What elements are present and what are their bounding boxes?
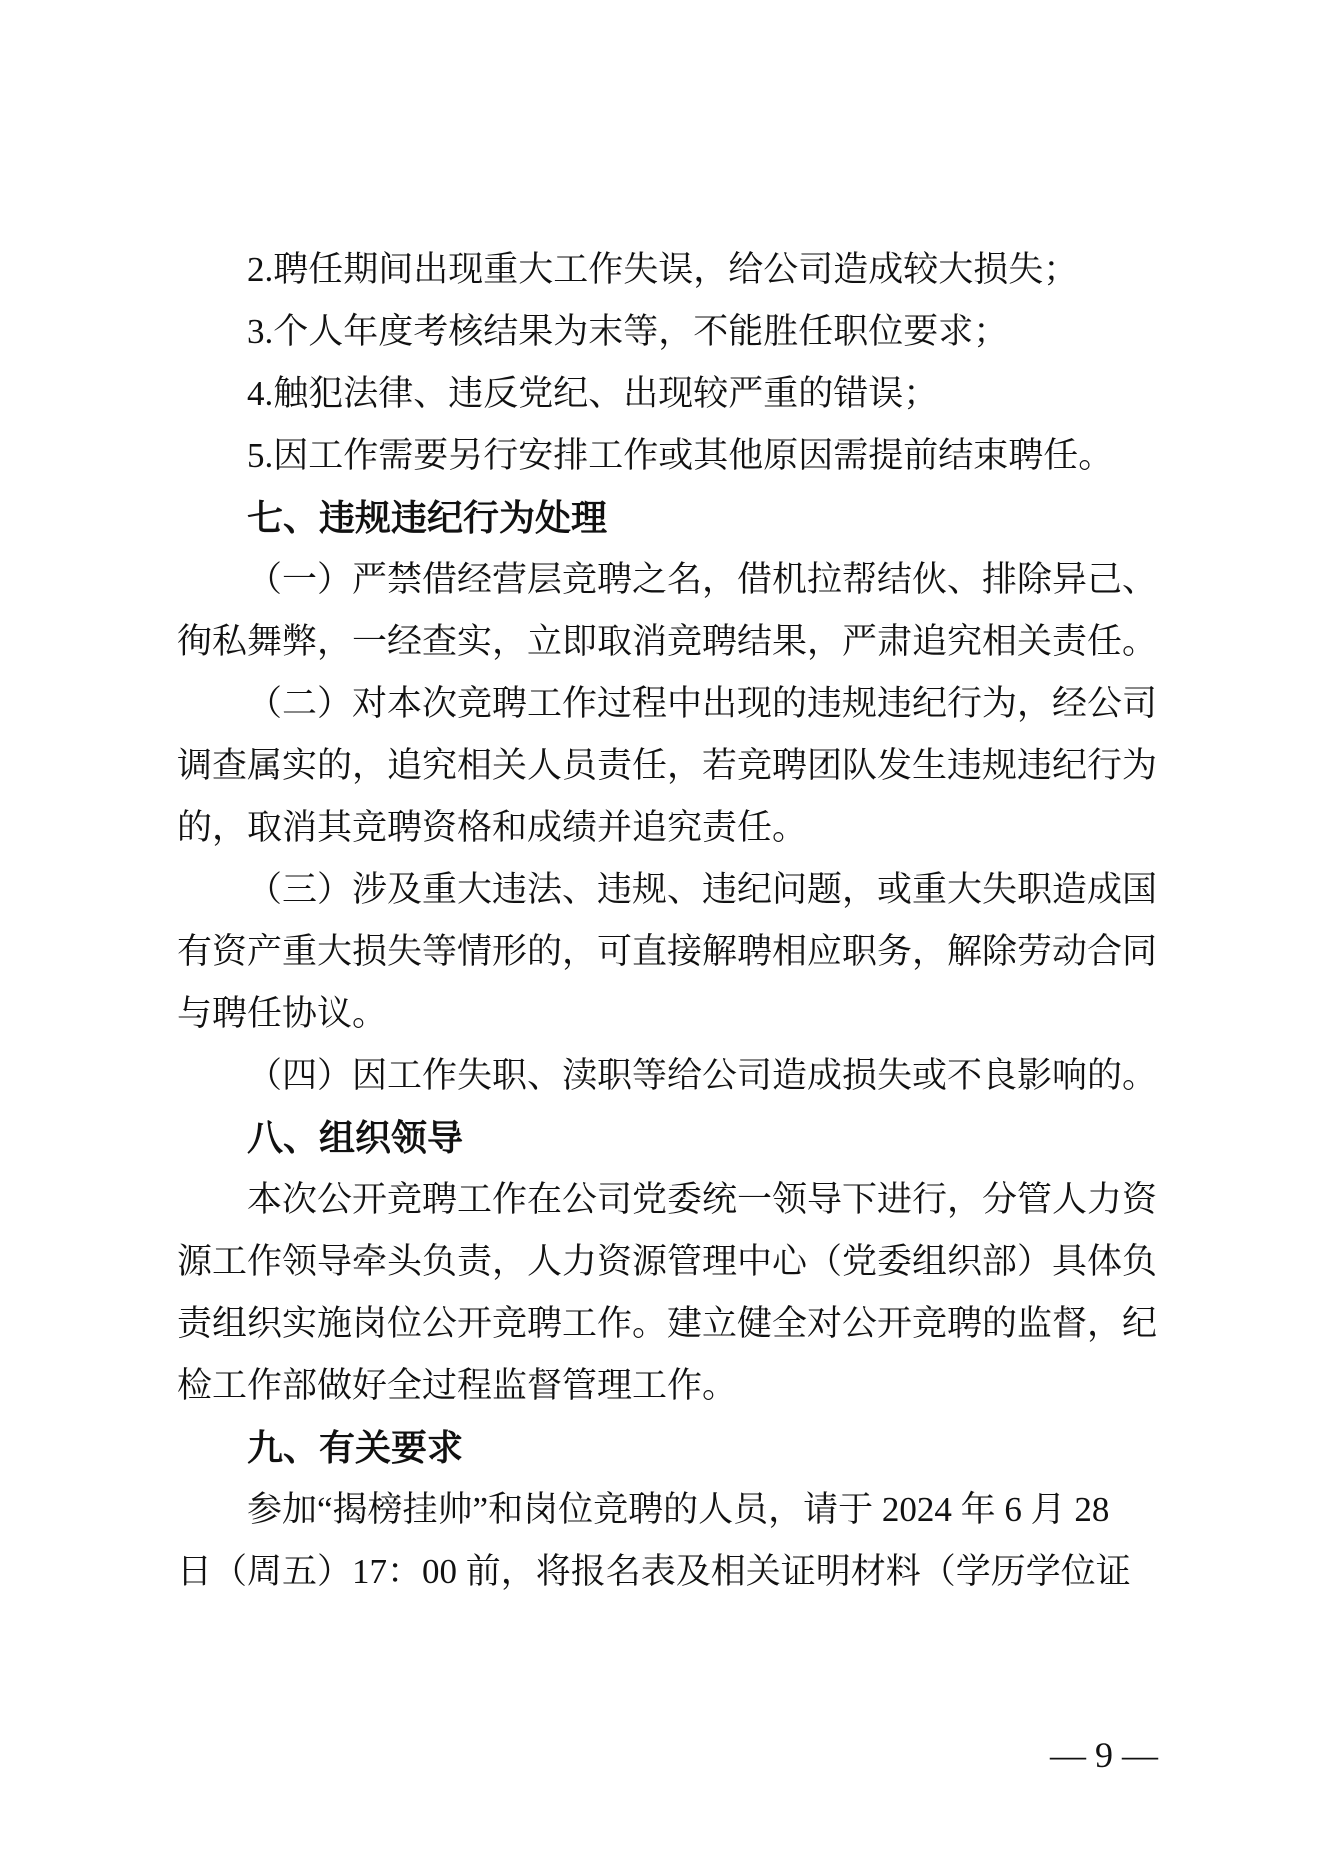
paragraph-line: 检工作部做好全过程监督管理工作。 [177,1366,738,1405]
paragraph-line: 源工作领导牵头负责，人力资源管理中心（党委组织部）具体负 [177,1242,1158,1281]
paragraph-line: （三）涉及重大违法、违规、违纪问题，或重大失职造成国 [247,870,1158,909]
section-heading-7: 七、违规违纪行为处理 [247,497,608,538]
numbered-item-line: 4.触犯法律、违反党纪、出现较严重的错误； [247,374,939,413]
page-number: — 9 — [1050,1735,1158,1775]
paragraph-line: 与聘任协议。 [177,994,388,1033]
numbered-item-line: 2.聘任期间出现重大工作失误，给公司造成较大损失； [247,250,1079,289]
paragraph-line: 日（周五）17：00 前，将报名表及相关证明材料（学历学位证 [177,1552,1131,1591]
numbered-item-line: 5.因工作需要另行安排工作或其他原因需提前结束聘任。 [247,436,1114,475]
paragraph-line: 本次公开竞聘工作在公司党委统一领导下进行，分管人力资 [247,1180,1158,1219]
paragraph-line: （一）严禁借经营层竞聘之名，借机拉帮结伙、排除异己、 [247,560,1158,599]
paragraph-line: 徇私舞弊，一经查实，立即取消竞聘结果，严肃追究相关责任。 [177,622,1158,661]
document-body [177,239,1158,1603]
paragraph-line: （四）因工作失职、渎职等给公司造成损失或不良影响的。 [247,1056,1158,1095]
paragraph-line: 参加“揭榜挂帅”和岗位竞聘的人员，请于 2024 年 6 月 28 [247,1490,1110,1529]
paragraph-line: 调查属实的，追究相关人员责任，若竞聘团队发生违规违纪行为 [177,746,1158,785]
numbered-item-line: 3.个人年度考核结果为末等，不能胜任职位要求； [247,312,1009,351]
section-heading-9: 九、有关要求 [247,1427,464,1468]
paragraph-line: 的，取消其竞聘资格和成绩并追究责任。 [177,808,808,847]
paragraph-line: 有资产重大损失等情形的，可直接解聘相应职务，解除劳动合同 [177,932,1158,971]
section-heading-8: 八、组织领导 [247,1117,464,1158]
paragraph-line: （二）对本次竞聘工作过程中出现的违规违纪行为，经公司 [247,684,1158,723]
paragraph-line: 责组织实施岗位公开竞聘工作。建立健全对公开竞聘的监督，纪 [177,1304,1158,1343]
